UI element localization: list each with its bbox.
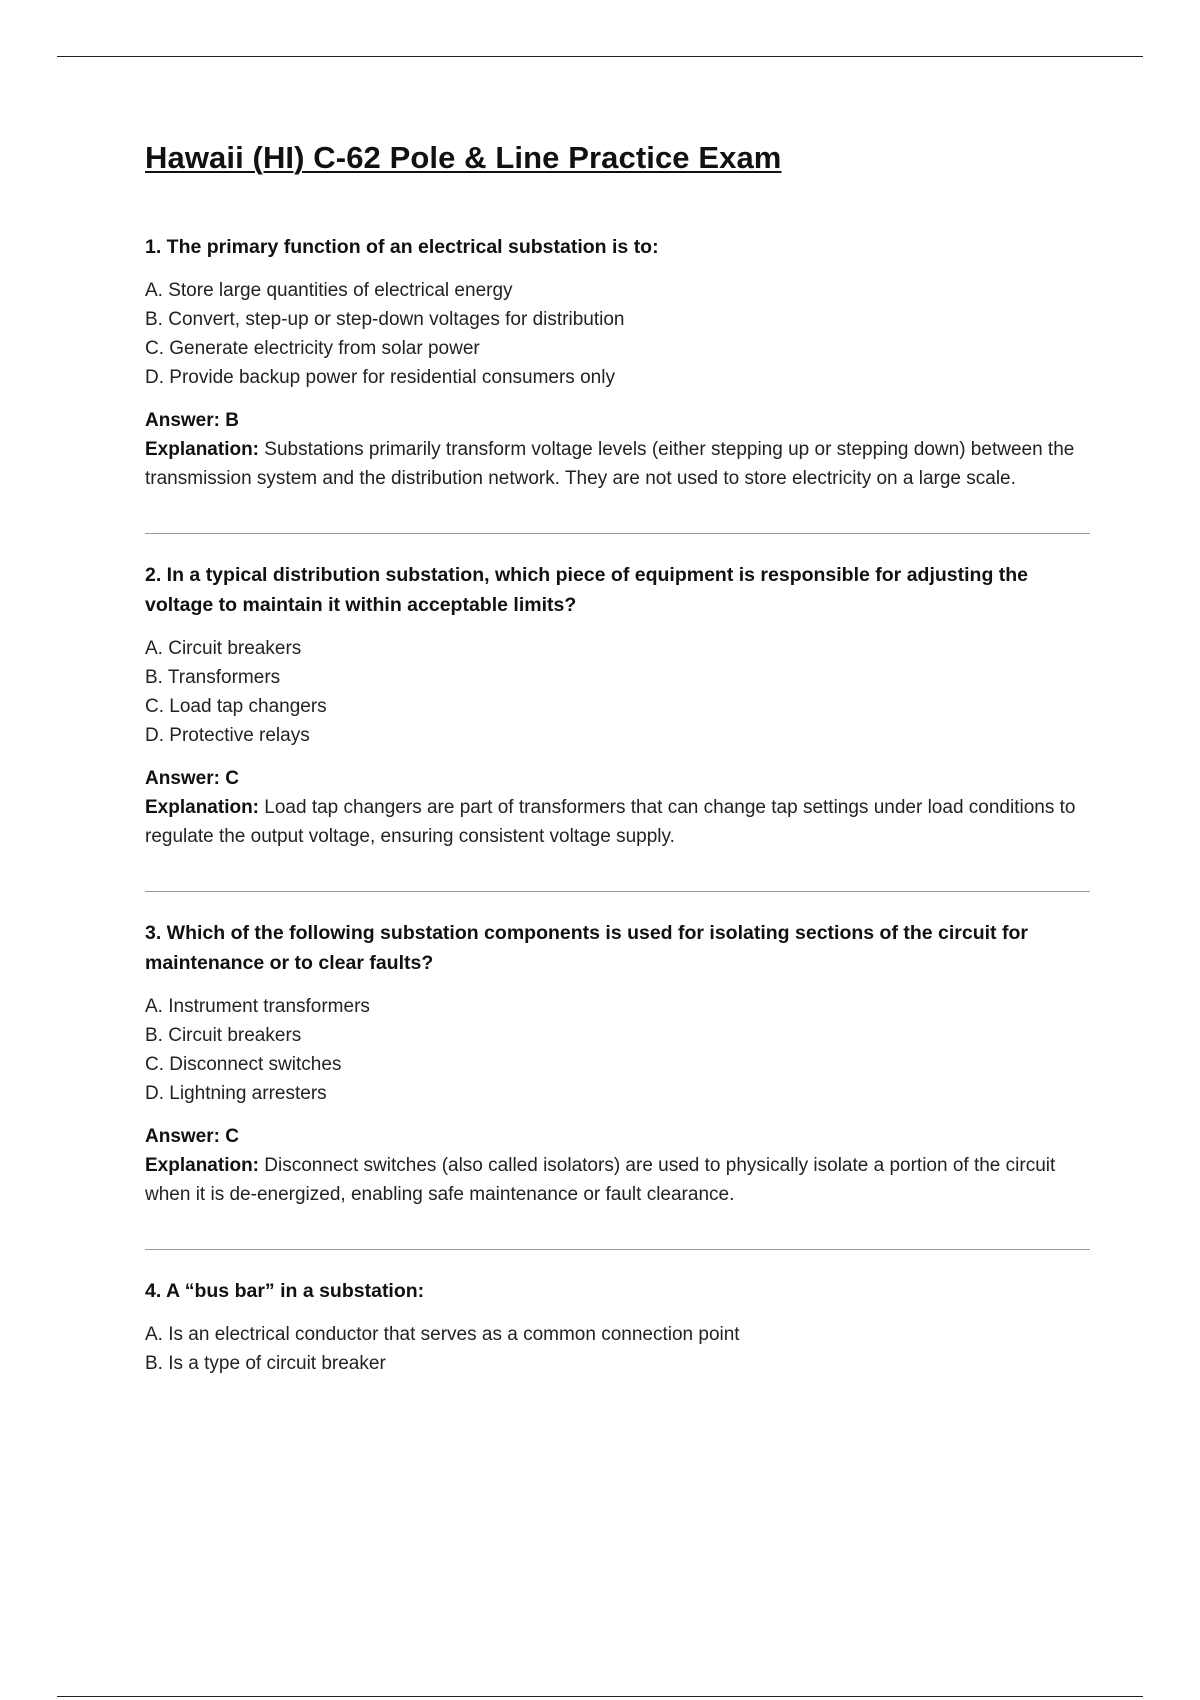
document-body	[145, 140, 1090, 1392]
option-b: B. Transformers	[145, 667, 281, 688]
option-list	[145, 634, 1090, 750]
explanation	[145, 793, 1090, 851]
question-block-3	[145, 918, 1090, 1209]
explanation	[145, 1151, 1090, 1209]
option-a: A. Circuit breakers	[145, 638, 302, 659]
option-c: C. Load tap changers	[145, 696, 327, 717]
option-list	[145, 992, 1090, 1108]
explanation-label: Explanation:	[145, 797, 260, 818]
explanation-label: Explanation:	[145, 1155, 260, 1176]
question-text: 2. In a typical distribution substation, which piece of equipment is responsible for adjusting the voltage to maintain it within acceptable limits?	[145, 564, 1029, 616]
question-block-1	[145, 232, 1090, 493]
section-divider	[145, 891, 1090, 892]
explanation-text: Disconnect switches (also called isolators) are used to physically isolate a portion of the circuit when it is de-energized, enabling safe maintenance or fault clearance.	[145, 1155, 1056, 1205]
option-b: B. Circuit breakers	[145, 1025, 302, 1046]
option-c: C. Disconnect switches	[145, 1054, 342, 1075]
document-title: Hawaii (HI) C-62 Pole & Line Practice Exam	[145, 140, 782, 175]
option-a: A. Instrument transformers	[145, 996, 370, 1017]
option-b: B. Is a type of circuit breaker	[145, 1353, 386, 1374]
page-bottom-rule	[57, 1696, 1143, 1697]
explanation	[145, 435, 1090, 493]
option-d: D. Lightning arresters	[145, 1083, 327, 1104]
page-top-rule	[57, 56, 1143, 57]
question-text: 3. Which of the following substation components is used for isolating sections of the circuit for maintenance or to clear faults?	[145, 922, 1028, 974]
question-text: 1. The primary function of an electrical substation is to:	[145, 236, 659, 258]
section-divider	[145, 533, 1090, 534]
explanation-text: Substations primarily transform voltage levels (either stepping up or stepping down) between the transmission system and the distribution network. They are not used to store electricity on a large scale.	[145, 439, 1075, 489]
question-text: 4. A “bus bar” in a substation:	[145, 1280, 425, 1302]
option-b: B. Convert, step-up or step-down voltages for distribution	[145, 309, 625, 330]
option-list	[145, 276, 1090, 392]
answer-line: Answer: C	[145, 1126, 239, 1147]
answer-line: Answer: C	[145, 768, 239, 789]
option-list	[145, 1320, 1090, 1378]
question-block-2	[145, 560, 1090, 851]
option-d: D. Protective relays	[145, 725, 310, 746]
option-a: A. Is an electrical conductor that serves as a common connection point	[145, 1324, 740, 1345]
option-c: C. Generate electricity from solar power	[145, 338, 480, 359]
explanation-text: Load tap changers are part of transformers that can change tap settings under load conditions to regulate the output voltage, ensuring consistent voltage supply.	[145, 797, 1076, 847]
answer-line: Answer: B	[145, 410, 239, 431]
question-block-4	[145, 1276, 1090, 1378]
option-d: D. Provide backup power for residential consumers only	[145, 367, 615, 388]
option-a: A. Store large quantities of electrical energy	[145, 280, 513, 301]
section-divider	[145, 1249, 1090, 1250]
explanation-label: Explanation:	[145, 439, 260, 460]
